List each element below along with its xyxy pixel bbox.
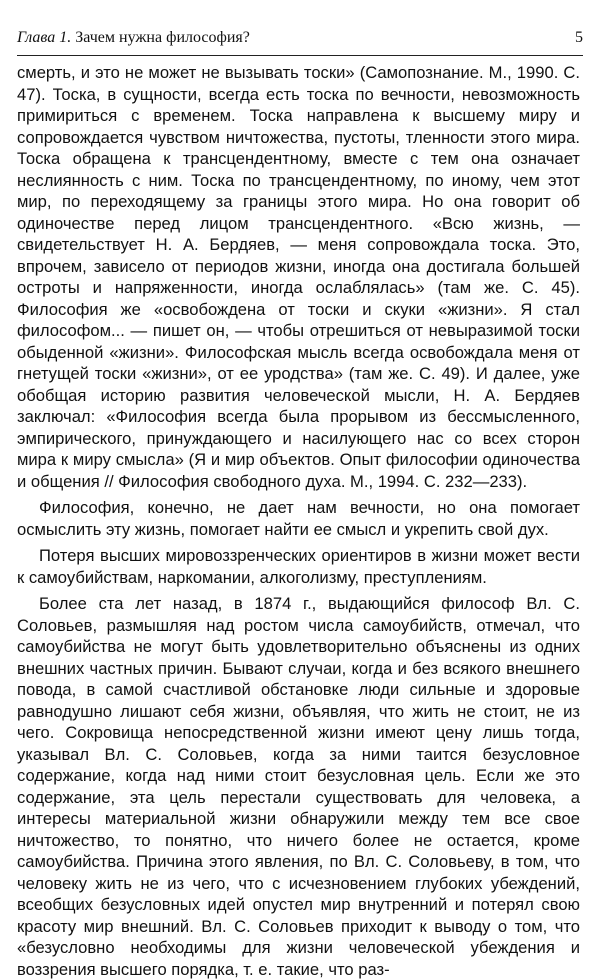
chapter-title: Зачем нужна философия? (75, 29, 250, 46)
chapter-label: Глава 1. (17, 29, 72, 46)
paragraph: Потеря высших мировоззренческих ориентиров в жизни может вести к самоубийствам, наркомании, алкоголизму, преступлениям. (17, 546, 580, 587)
page-header (17, 28, 583, 50)
paragraph: Философия, конечно, не дает нам вечности, но она помогает осмыслить эту жизнь, помогает найти ее смысл и укрепить свой дух. (17, 498, 580, 539)
paragraph-continuation: смерть, и это не может не вызывать тоски» (Самопознание. М., 1990. С. 47). Тоска, в сущности, всегда есть тоска по вечности, невозможность примириться с временем. Тоска направлена к высшему миру и сопровождается чувством ничтожества, пустоты, тленности этого мира. Тоска обращена к трансцендентному, вместе с тем она означает неслиянность с ним. Тоска по трансцендентному, по иному, чем этот мир, по переходящему за границы этого мира. Но она говорит об одиночестве перед лицом трансцендентного. «Всю жизнь, — свидетельствует Н. А. Бердяев, — меня сопровождала тоска. Это, впрочем, зависело от периодов жизни, иногда она достигала большей остроты и напряженности, иногда ослаблялась» (там же. С. 45). Философия же «освобождена от тоски и скуки «жизни». Я стал философом... — пишет он, — чтобы отрешиться от невыразимой тоски обыденной «жизни». Философская мысль всегда освобождала меня от гнетущей тоски «жизни», от ее уродства» (там же. С. 49). И далее, уже обобщая историю развития человеческой мысли, Н. А. Бердяев заключал: «Философия всегда была прорывом из бессмысленного, эмпирического, принуждающего и насилующего нас со всех сторон мира к миру смысла» (Я и мир объектов. Опыт философии одиночества и общения // Философия свободного духа. М., 1994. С. 232—233). (17, 63, 580, 491)
body-text (17, 62, 580, 980)
page-number: 5 (575, 29, 583, 46)
header-rule (17, 55, 583, 56)
running-title (17, 28, 250, 48)
paragraph: Более ста лет назад, в 1874 г., выдающийся философ Вл. С. Соловьев, размышляя над ростом числа самоубийств, отмечал, что самоубийства не могут быть удовлетворительно объяснены из одних внешних частных причин. Бывают случаи, когда и без всякого внешнего повода, в самой счастливой обстановке люди сильные и здоровые равнодушно лишают себя жизни, объявляя, что жить не стоит, не из чего. Сокровища непосредственной жизни имеют цену лишь тогда, указывал Вл. С. Соловьев, когда за ними таится безусловное содержание, когда над ними стоит безусловная цель. Если же это содержание, эта цель перестали существовать для человека, а интересы материальной жизни обнаружили между тем все свое ничтожество, то понятно, что ничего более не остается, кроме самоубийства. Причина этого явления, по Вл. С. Соловьеву, в том, что человеку жить не из чего, что с исчезновением глубоких убеждений, всеобщих безусловных идей опустел мир внутренний и потерял свою красоту мир внешний. Вл. С. Соловьев приходит к выводу о том, что «безусловно необходимы для жизни человеческой убеждения и воззрения высшего порядка, т. е. такие, что раз- (17, 594, 580, 979)
